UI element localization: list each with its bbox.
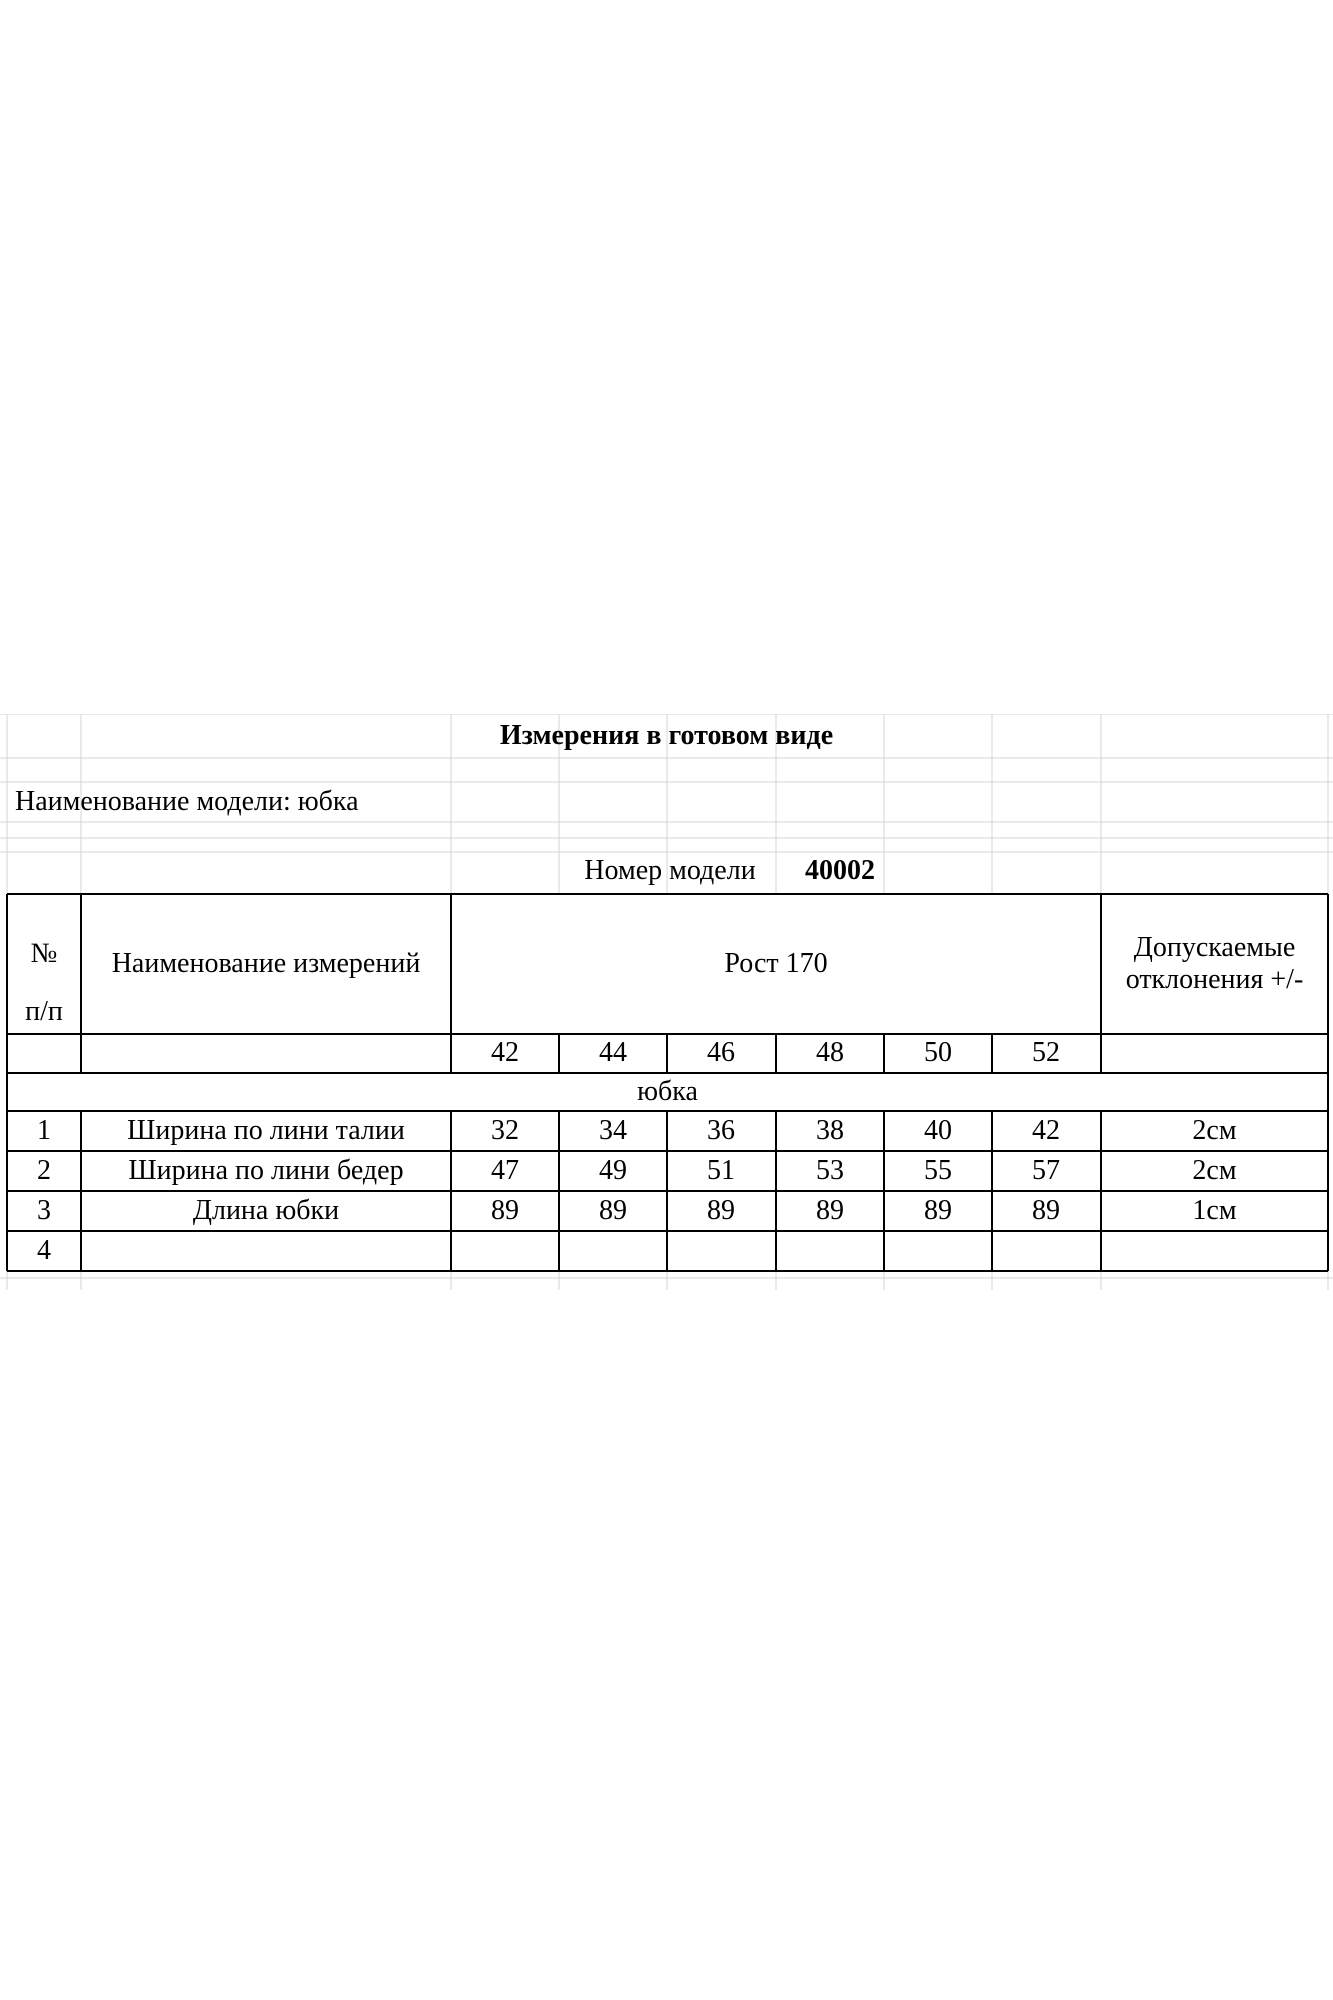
measurement-name: Ширина по лини талии	[127, 1114, 405, 1146]
size-header-48: 48	[816, 1037, 844, 1069]
tolerance-value: 2см	[1192, 1114, 1237, 1146]
measurement-name: Длина юбки	[192, 1194, 340, 1226]
header-measurement-name: Наименование измерений	[111, 947, 421, 979]
model-number-label: Номер модели	[584, 854, 756, 886]
header-tolerance: Допускаемые отклонения +/-	[1125, 931, 1304, 995]
measurement-value: 32	[491, 1114, 519, 1146]
measurement-value: 47	[491, 1154, 519, 1186]
measurement-value: 34	[599, 1114, 627, 1146]
size-header-44: 44	[599, 1037, 627, 1069]
size-header-46: 46	[707, 1037, 735, 1069]
measurement-value: 55	[924, 1154, 952, 1186]
measurement-sheet	[0, 714, 1333, 1290]
size-header-42: 42	[491, 1037, 519, 1069]
measurement-value: 53	[816, 1154, 844, 1186]
row-number: 1	[37, 1114, 51, 1146]
measurement-value: 42	[1032, 1114, 1060, 1146]
measurement-value	[667, 1231, 775, 1271]
row-number: 3	[37, 1194, 51, 1226]
measurement-value: 89	[491, 1194, 519, 1226]
measurement-value: 89	[1032, 1194, 1060, 1226]
section-label: юбка	[637, 1075, 698, 1107]
measurement-name: Ширина по лини бедер	[128, 1154, 404, 1186]
measurement-value: 51	[707, 1154, 735, 1186]
measurement-value: 89	[816, 1194, 844, 1226]
measurement-value: 57	[1032, 1154, 1060, 1186]
size-header-52: 52	[1032, 1037, 1060, 1069]
tolerance-value	[1101, 1231, 1328, 1271]
measurement-value	[884, 1231, 992, 1271]
size-header-50: 50	[924, 1037, 952, 1069]
measurement-value: 89	[707, 1194, 735, 1226]
header-number-sign: №	[30, 937, 58, 969]
header-row-number: п/п	[25, 995, 63, 1027]
header-height: Рост 170	[724, 947, 828, 979]
measurement-value: 89	[599, 1194, 627, 1226]
measurement-value	[776, 1231, 884, 1271]
measurement-value: 38	[816, 1114, 844, 1146]
row-number: 4	[37, 1234, 51, 1266]
measurement-value: 40	[924, 1114, 952, 1146]
model-number-value: 40002	[805, 854, 875, 886]
tolerance-value: 2см	[1192, 1154, 1237, 1186]
tolerance-value: 1см	[1192, 1194, 1237, 1226]
measurement-value	[559, 1231, 667, 1271]
sheet-title: Измерения в готовом виде	[499, 719, 834, 751]
measurement-name	[81, 1231, 451, 1271]
measurement-value: 49	[599, 1154, 627, 1186]
measurement-value	[992, 1231, 1100, 1271]
model-name-line: Наименование модели: юбка	[15, 785, 359, 817]
measurement-value: 36	[707, 1114, 735, 1146]
measurement-value	[451, 1231, 559, 1271]
row-number: 2	[37, 1154, 51, 1186]
measurement-value: 89	[924, 1194, 952, 1226]
